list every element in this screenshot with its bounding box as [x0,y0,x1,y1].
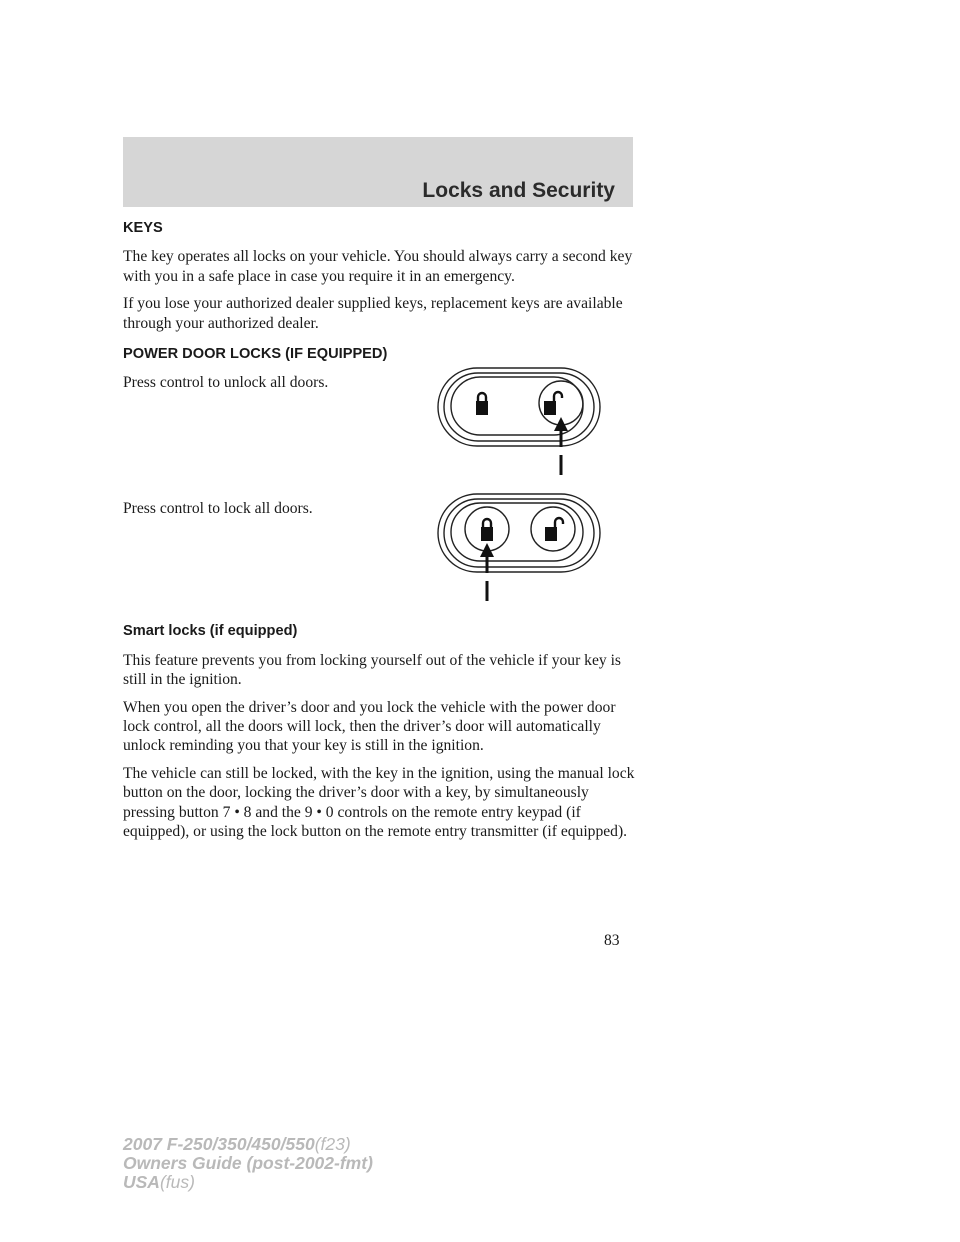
footer-market: USA [123,1172,160,1192]
page-number: 83 [604,932,620,949]
footer-market-code: (fus) [159,1172,195,1192]
power-door-locks-heading: POWER DOOR LOCKS (IF EQUIPPED) [123,346,388,363]
document-footer [123,1135,373,1192]
keys-paragraph-1: The key operates all locks on your vehicle. You should always carry a second key with you in a safe place in case you require it in an emergency. [123,248,633,285]
section-title: Locks and Security [422,179,615,202]
unlock-figure-block [123,373,643,499]
footer-model: 2007 F-250/350/450/550 [123,1134,315,1154]
footer-line-1 [123,1135,373,1154]
lock-control-illustration [435,491,605,611]
lock-figure-block [123,499,643,622]
footer-line-2 [123,1154,373,1173]
smart-locks-paragraph-1: This feature prevents you from locking yourself out of the vehicle if your key is still in the ignition. [123,651,621,689]
section-header [123,137,633,207]
unlock-instruction: Press control to unlock all doors. [123,374,329,392]
lock-instruction: Press control to lock all doors. [123,500,313,518]
smart-locks-heading: Smart locks (if equipped) [123,623,298,640]
unlock-icon [544,392,562,415]
footer-line-3 [123,1173,373,1192]
unlock-icon [545,518,563,541]
footer-model-code: (f23) [314,1134,351,1154]
smart-locks-paragraph-2: When you open the driver’s door and you lock the vehicle with the power door lock control, all the doors will lock, then the driver’s door will automatically unlock reminding you that your key is still in the ignition. [123,698,616,755]
smart-locks-paragraph-3: The vehicle can still be locked, with the key in the ignition, using the manual lock button on the door, locking the driver’s door with a key, by simultaneously pressing button 7 • 8 and the 9 • 0 controls on the remote entry keypad (if equipped), or using the lock button on the remote entry transmitter (if equipped). [123,764,635,841]
keys-paragraph-2: If you lose your authorized dealer supplied keys, replacement keys are available through your authorized dealer. [123,295,623,332]
page-content [123,219,643,850]
lock-icon [481,519,493,541]
keys-heading: KEYS [123,220,163,236]
lock-icon [476,393,488,415]
footer-guide: Owners Guide (post-2002-fmt) [123,1153,373,1173]
unlock-control-illustration [435,365,605,485]
